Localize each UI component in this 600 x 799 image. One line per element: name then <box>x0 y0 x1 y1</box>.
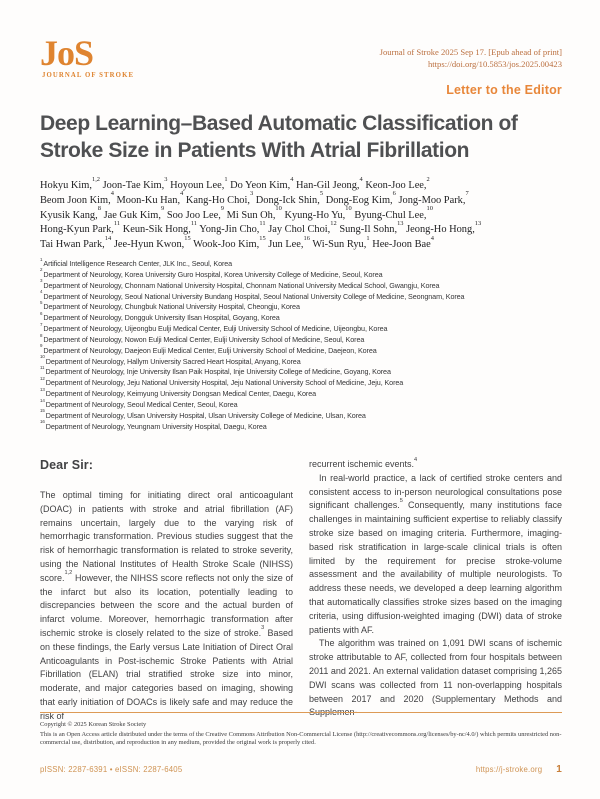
journal-logo-title: JoS <box>40 33 94 73</box>
author-line <box>40 175 562 194</box>
affiliation-line: $^9$Department of Neurology, Daejeon Eulji Medical Center, Eulji University School of Medicine, Daejeon, Korea <box>40 343 377 355</box>
affiliation-superscript: 10 <box>275 205 282 213</box>
affiliation-number: 8 <box>40 332 43 338</box>
affiliation-line: $^2$Department of Neurology, Korea University Guro Hospital, Korea University College of Medicine, Seoul, Korea <box>40 267 383 279</box>
affiliation-line: $^5$Department of Neurology, Chungbuk National University Hospital, Cheongju, Korea <box>40 299 300 312</box>
affiliation-superscript: 9 <box>220 205 225 213</box>
affiliation-superscript: 10 <box>426 205 433 213</box>
affiliation-number: 4 <box>40 289 43 295</box>
author-list <box>40 175 562 253</box>
author-name: Joon-Tae Kim,$^3$ <box>102 175 168 191</box>
affiliation-superscript: 4 <box>359 175 363 183</box>
author-name: Kyung-Ho Yu,$^{10}$ <box>284 205 352 221</box>
article-body <box>40 458 562 724</box>
affiliation-number: 9 <box>40 343 43 349</box>
author-name: Dong-Ick Shin,$^5$ <box>255 190 324 206</box>
affiliation-line: $^7$Department of Neurology, Uijeongbu Eulji Medical Center, Eulji University School of Medicine, Uijeongbu, Korea <box>40 321 388 334</box>
doi-link[interactable]: https://doi.org/10.5853/jos.2025.00423 <box>427 59 562 69</box>
citation-text: Journal of Stroke 2025 Sep 17. [Epub ahead of print] <box>379 47 562 57</box>
author-name: Moon-Ku Han,$^4$ <box>116 190 184 206</box>
affiliation-superscript: 1,2 <box>91 175 101 183</box>
affiliation-line: $^{15}$Department of Neurology, Ulsan University Hospital, Ulsan University College of Medicine, Ulsan, Korea <box>40 408 366 420</box>
footer-divider <box>40 712 562 713</box>
author-name: Wook-Joo Kim,$^{15}$ <box>193 234 266 251</box>
affiliation-superscript: 11 <box>113 220 121 228</box>
affiliation-superscript: 4 <box>110 190 114 198</box>
affiliation-superscript: 2 <box>426 175 430 183</box>
paragraph: In real-world practice, a lack of certified stroke centers and consistent access to in-person neurological consultations pose significant challenges.$^5$ Consequently, many institutions face challenges in maintaining sufficient expertise to reliably classify stroke size based on imaging criteria. Furthermore, imaging-based risk stratification in large-scale clinical trials is often limited by the requirement for precise stroke-volume assessment and the availability of multiple neurologists. To address these needs, we developed a deep learning algorithm that automatically classifies stroke sizes based on the imaging criteria, using diffusion-weighted imaging (DWI) data of stroke patients with AF. <box>309 472 562 635</box>
journal-logo-subtitle: JOURNAL OF STROKE <box>42 72 135 79</box>
affiliation-number: 11 <box>40 365 45 371</box>
affiliation-line: $^{16}$Department of Neurology, Yeungnam University Hospital, Daegu, Korea <box>40 419 267 431</box>
author-name: Dong-Eog Kim,$^6$ <box>325 190 396 206</box>
affiliation-line: $^{12}$Department of Neurology, Jeju National University Hospital, Jeju National University School of Medicine, Jeju, Korea <box>40 375 404 388</box>
affiliation-number: 10 <box>40 354 45 360</box>
author-line <box>40 220 562 238</box>
copyright-block <box>40 721 562 748</box>
reference-superscript: 1,2 <box>64 570 73 577</box>
affiliation-superscript: 13 <box>474 220 482 228</box>
affiliation-superscript: 1 <box>366 234 370 242</box>
author-name: Jong-Moo Park,$^7$ <box>398 190 469 206</box>
author-name: Jae Guk Kim,$^9$ <box>103 205 165 221</box>
affiliation-number: 16 <box>40 419 45 425</box>
affiliation-superscript: 4 <box>430 234 434 242</box>
author-name: Kang-Ho Choi,$^3$ <box>185 190 254 206</box>
affiliation-superscript: 9 <box>161 205 165 213</box>
affiliation-line: $^{10}$Department of Neurology, Hallym University Sacred Heart Hospital, Anyang, Korea <box>40 354 301 366</box>
author-name: Hoyoun Lee,$^1$ <box>170 175 228 191</box>
affiliation-superscript: 7 <box>465 190 469 198</box>
copyright-line: Copyright © 2025 Korean Stroke Society <box>40 721 147 728</box>
author-name: Hokyu Kim,$^{1,2}$ <box>40 175 101 191</box>
affiliation-superscript: 4 <box>180 190 184 198</box>
author-name: Tai Hwan Park,$^{14}$ <box>40 234 112 251</box>
author-name: Yong-Jin Cho,$^{11}$ <box>199 220 266 236</box>
affiliation-line: $^8$Department of Neurology, Nowon Eulji Medical Center, Eulji University School of Medicine, Seoul, Korea <box>40 332 365 344</box>
affiliation-line: $^{13}$Department of Neurology, Keimyung University Dongsan Medical Center, Daegu, Korea <box>40 386 316 399</box>
affiliation-line: $^{11}$Department of Neurology, Inje University Ilsan Paik Hospital, Inje University College of Medicine, Goyang, Korea <box>40 365 391 377</box>
affiliation-superscript: 1 <box>224 175 228 183</box>
author-name: Mi Sun Oh,$^{10}$ <box>226 205 282 221</box>
affiliation-superscript: 16 <box>303 234 310 242</box>
author-name: Byung-Chul Lee,$^{10}$ <box>354 205 433 221</box>
affiliation-number: 2 <box>40 267 43 273</box>
affiliation-superscript: 6 <box>392 190 396 198</box>
author-name: Keon-Joo Lee,$^2$ <box>365 175 430 191</box>
affiliation-superscript: 15 <box>259 234 266 242</box>
paragraph: recurrent ischemic events.$^4$ <box>309 456 418 469</box>
author-name: Sung-Il Sohn,$^{13}$ <box>339 220 404 236</box>
author-name: Kyusik Kang,$^8$ <box>40 205 101 221</box>
right-column <box>309 458 562 724</box>
author-name: Do Yeon Kim,$^4$ <box>230 175 294 191</box>
author-name: Jee-Hyun Kwon,$^{15}$ <box>113 234 191 251</box>
left-column <box>40 458 293 724</box>
author-name: Beom Joon Kim,$^4$ <box>40 190 114 206</box>
affiliation-number: 14 <box>40 397 45 403</box>
citation-block <box>380 46 562 97</box>
author-name: Soo Joo Lee,$^9$ <box>166 205 225 221</box>
affiliation-superscript: 8 <box>97 205 101 213</box>
affiliation-number: 13 <box>40 386 45 392</box>
affiliation-superscript: 11 <box>190 220 198 228</box>
affiliation-superscript: 15 <box>184 234 191 242</box>
affiliation-superscript: 4 <box>290 175 294 183</box>
author-line <box>40 190 562 209</box>
footer-bar <box>40 764 562 775</box>
affiliation-superscript: 14 <box>104 234 112 242</box>
affiliation-superscript: 11 <box>259 220 266 228</box>
affiliation-list <box>40 256 562 433</box>
affiliation-number: 12 <box>40 375 45 381</box>
author-name: Han-Gil Jeong,$^4$ <box>296 175 363 191</box>
paragraph: The algorithm was trained on 1,091 DWI scans of ischemic stroke attributable to AF, collected from four hospitals between 2011 and 2021. An external validation dataset comprising 1,265 DWI scans was collected from 11 non-overlapping hospitals between 2017 and 2020 (Supplementary Methods and Supplemen- <box>309 638 563 718</box>
reference-superscript: 5 <box>399 497 403 504</box>
journal-logo <box>40 33 135 79</box>
affiliation-line: $^1$Artificial Intelligence Research Center, JLK Inc., Seoul, Korea <box>40 256 233 268</box>
affiliation-number: 3 <box>40 278 43 284</box>
author-name: Hong-Kyun Park,$^{11}$ <box>40 220 121 236</box>
author-line <box>40 234 562 253</box>
affiliation-line: $^3$Department of Neurology, Chonnam National University Hospital, Chonnam National University Medical School, Gwangju, Korea <box>40 278 440 290</box>
article-title: Deep Learning–Based Automatic Classification of Stroke Size in Patients With Atrial Fibrillation <box>40 112 518 162</box>
affiliation-number: 6 <box>40 310 43 316</box>
salutation: Dear Sir: <box>40 458 94 472</box>
author-name: Jun Lee,$^{16}$ <box>268 234 310 251</box>
author-name: Wi-Sun Ryu,$^1$ <box>312 234 370 251</box>
affiliation-number: 7 <box>40 321 43 327</box>
affiliation-line: $^{14}$Department of Neurology, Seoul Medical Center, Seoul, Korea <box>40 397 238 409</box>
affiliation-line: $^4$Department of Neurology, Seoul National University Bundang Hospital, Seoul National University College of Medicine, Seongnam, Korea <box>40 289 465 301</box>
page-number: 1 <box>556 764 562 775</box>
issn-text: pISSN: 2287-6391 • eISSN: 2287-6405 <box>40 765 183 774</box>
affiliation-superscript: 12 <box>330 220 337 228</box>
author-name: Jay Chol Choi,$^{12}$ <box>268 220 337 236</box>
affiliation-number: 5 <box>40 299 43 305</box>
author-name: Keun-Sik Hong,$^{11}$ <box>122 220 198 236</box>
author-name: Hee-Joon Bae$^4$ <box>372 234 434 251</box>
reference-superscript: 3 <box>261 625 265 632</box>
affiliation-superscript: 5 <box>319 190 324 198</box>
license-text: This is an Open Access article distributed under the terms of the Creative Commons Attribution Non-Commercial License (http://creativecommons.org/licenses/by-nc/4.0/) which permits unrestricted non-commercial use, distribution, and reproduction in any medium, provided the original work is properly cited. <box>40 730 562 747</box>
reference-superscript: 4 <box>414 456 418 463</box>
affiliation-superscript: 10 <box>345 205 352 213</box>
affiliation-superscript: 13 <box>397 220 404 228</box>
article-type-label: Letter to the Editor <box>446 83 562 97</box>
affiliation-superscript: 3 <box>249 190 254 198</box>
affiliation-number: 1 <box>40 256 43 262</box>
paragraph: The optimal timing for initiating direct oral anticoagulant (DOAC) in patients with stroke and atrial fibrillation (AF) remains uncertain, largely due to the varying risk of hemorrhagic transformation. Previous studies suggest that the risk of hemorrhagic transformation is related to stroke severity, using the National Institutes of Health Stroke Scale (NIHSS) score.$^{1,2}$ However, the NIHSS score reflects not only the size of the infarct but also its location, potentially leading to discrepancies between the score and the actual burden of infarct volume. Moreover, hemorrhagic transformation after ischemic stroke is closely related to the size of stroke.$^3$ Based on these findings, the Early versus Late Initiation of Direct Oral Anticoagulants in Post-ischemic Stroke Patients with Atrial Fibrillation (ELAN) trial stratified stroke size into minor, moderate, and major categories based on imaging, showing that early initiation of DOACs is likely safe and may reduce the risk of <box>40 490 293 721</box>
affiliation-superscript: 3 <box>164 175 168 183</box>
author-name: Jeong-Ho Hong,$^{13}$ <box>406 220 482 236</box>
affiliation-line: $^6$Department of Neurology, Dongguk University Ilsan Hospital, Goyang, Korea <box>40 310 280 323</box>
affiliation-number: 15 <box>40 408 45 414</box>
journal-website-link[interactable]: https://j-stroke.org <box>475 765 543 774</box>
